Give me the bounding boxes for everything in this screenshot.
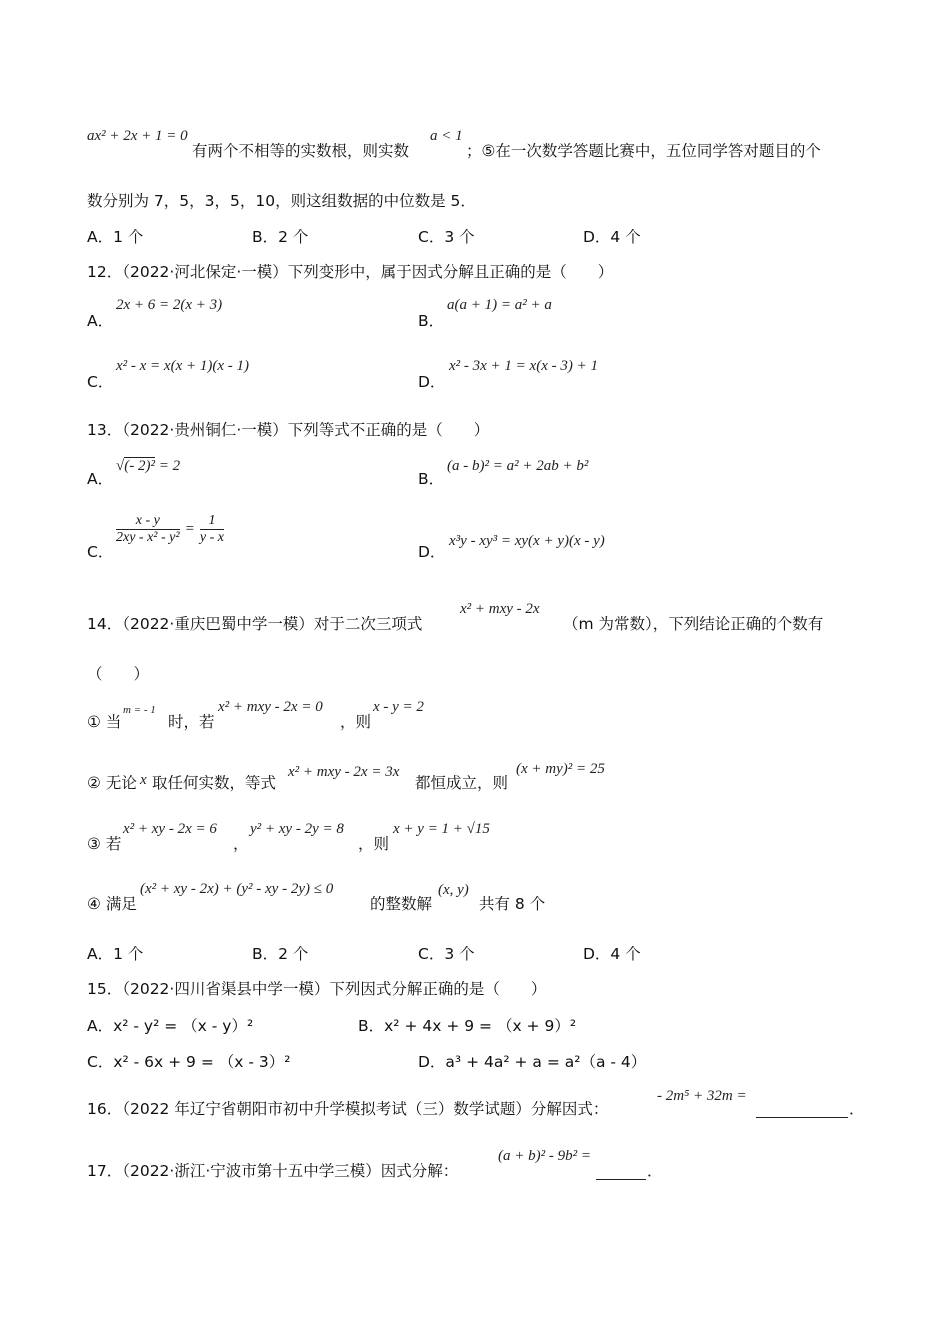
q11-equation: ax² + 2x + 1 = 0 [87, 128, 188, 144]
q11-line2: 数分别为 7，5，3，5，10，则这组数据的中位数是 5． [87, 192, 476, 210]
q13-c-rhs-denominator: y - x [199, 530, 224, 545]
q14-option-a: A．1 个 [87, 945, 144, 963]
q11-option-a: A．1 个 [87, 228, 144, 246]
q14-s3-res: x + y = 1 + √15 [393, 821, 490, 837]
q14-s3-then: ，则 [358, 835, 390, 853]
q16-end: ． [849, 1100, 865, 1118]
q11-option-c: C．3 个 [418, 228, 475, 246]
q14-s2-lead: ② 无论 [87, 774, 137, 792]
q14-s1-m: m = - 1 [123, 704, 156, 716]
q14-s3-lead: ③ 若 [87, 835, 122, 853]
q13-label-a: A． [87, 470, 114, 488]
q14-s4-eq: (x² + xy - 2x) + (y² - xy - 2y) ≤ 0 [140, 881, 334, 897]
q11-condition: a < 1 [430, 128, 463, 144]
q12-label-a: A． [87, 312, 114, 330]
q12-label-b: B． [418, 312, 445, 330]
q14-s2-text: 取任何实数，等式 [152, 774, 277, 792]
q13-expr-c: $\frac{x - y}{\text{2xy - x² - y²}}$ = $\frac{1}{y - x}$ [116, 513, 224, 545]
q13-c-denominator: 2xy - x² - y² [116, 530, 180, 545]
q14-paren: （ ） [87, 665, 150, 683]
q12-expr-d: x² - 3x + 1 = x(x - 3) + 1 [449, 358, 598, 374]
q13-label-d: D． [418, 543, 446, 561]
q13-a-result: = 2 [158, 458, 181, 474]
q14-option-d: D．4 个 [583, 945, 641, 963]
q13-expr-a: √(- 2)² = 2 [116, 458, 181, 474]
q14-polynomial: x² + mxy - 2x [460, 601, 540, 617]
q13-label-b: B． [418, 470, 445, 488]
q13-expr-d: x³y - xy³ = xy(x + y)(x - y) [449, 533, 605, 549]
q14-s1-eq: x² + mxy - 2x = 0 [218, 699, 323, 715]
q13-c-numerator: x - y [135, 513, 160, 528]
q13-stem: 13．（2022·贵州铜仁·一模）下列等式不正确的是（ ） [87, 421, 490, 439]
q17-stem: 17．（2022·浙江·宁波市第十五中学三模）因式分解： [87, 1162, 459, 1180]
q14-s3-eq2: y² + xy - 2y = 8 [250, 821, 344, 837]
q16-expr: - 2m⁵ + 32m = [657, 1088, 747, 1104]
q14-s2-res: (x + my)² = 25 [516, 761, 605, 777]
q13-label-c: C． [87, 543, 114, 561]
q17-answer-blank[interactable] [596, 1165, 646, 1180]
q14-s1-then: ，则 [340, 713, 372, 731]
q12-expr-c: x² - x = x(x + 1)(x - 1) [116, 358, 250, 374]
q12-label-c: C． [87, 373, 114, 391]
q15-option-c: C．x² - 6x + 9 = （x - 3）² [87, 1053, 291, 1071]
q14-s3-eq1: x² + xy - 2x = 6 [123, 821, 217, 837]
q17-end: ． [647, 1162, 663, 1180]
q14-s2-then: 都恒成立，则 [415, 774, 509, 792]
q16-answer-blank[interactable] [756, 1103, 848, 1118]
q13-expr-b: (a - b)² = a² + 2ab + b² [447, 458, 589, 474]
q12-expr-a: 2x + 6 = 2(x + 3) [116, 297, 223, 313]
q13-radicand: (- 2)² [124, 458, 155, 474]
q14-s4-lead: ④ 满足 [87, 895, 137, 913]
q14-stem: 14．（2022·重庆巴蜀中学一模）对于二次三项式 [87, 615, 423, 633]
q15-option-b: B．x² + 4x + 9 = （x + 9）² [358, 1017, 577, 1035]
q14-option-c: C．3 个 [418, 945, 475, 963]
q12-stem: 12．（2022·河北保定·一模）下列变形中，属于因式分解且正确的是（ ） [87, 263, 614, 281]
q12-expr-b: a(a + 1) = a² + a [447, 297, 552, 313]
q14-option-b: B．2 个 [252, 945, 309, 963]
q13-c-rhs-numerator: 1 [208, 513, 216, 528]
q15-option-d: D．a³ + 4a² + a = a²（a - 4） [418, 1053, 647, 1071]
q14-s4-text: 的整数解 [370, 895, 433, 913]
q14-s1-lead: ① 当 [87, 713, 122, 731]
q11-option-d: D．4 个 [583, 228, 641, 246]
q14-s2-x: x [140, 772, 147, 788]
q14-s3-sep: ， [233, 835, 249, 853]
q14-s4-pair: (x, y) [438, 882, 469, 898]
q11-option-b: B．2 个 [252, 228, 309, 246]
q16-stem: 16．（2022 年辽宁省朝阳市初中升学模拟考试（三）数学试题）分解因式： [87, 1100, 609, 1118]
q11-text2: ；⑤在一次数学答题比赛中，五位同学答对题目的个 [466, 142, 821, 160]
q17-expr: (a + b)² - 9b² = [498, 1148, 591, 1164]
q14-s1-text: 时，若 [168, 713, 215, 731]
q15-stem: 15．（2022·四川省渠县中学一模）下列因式分解正确的是（ ） [87, 980, 547, 998]
q15-option-a: A．x² - y² = （x - y）² [87, 1017, 254, 1035]
q12-label-d: D． [418, 373, 446, 391]
q11-text1: 有两个不相等的实数根，则实数 [192, 142, 410, 160]
q14-s4-end: 共有 8 个 [479, 895, 546, 913]
q14-s2-eq: x² + mxy - 2x = 3x [288, 764, 400, 780]
q14-stem2: （m 为常数），下列结论正确的个数有 [563, 615, 824, 633]
q14-s1-res: x - y = 2 [373, 699, 424, 715]
